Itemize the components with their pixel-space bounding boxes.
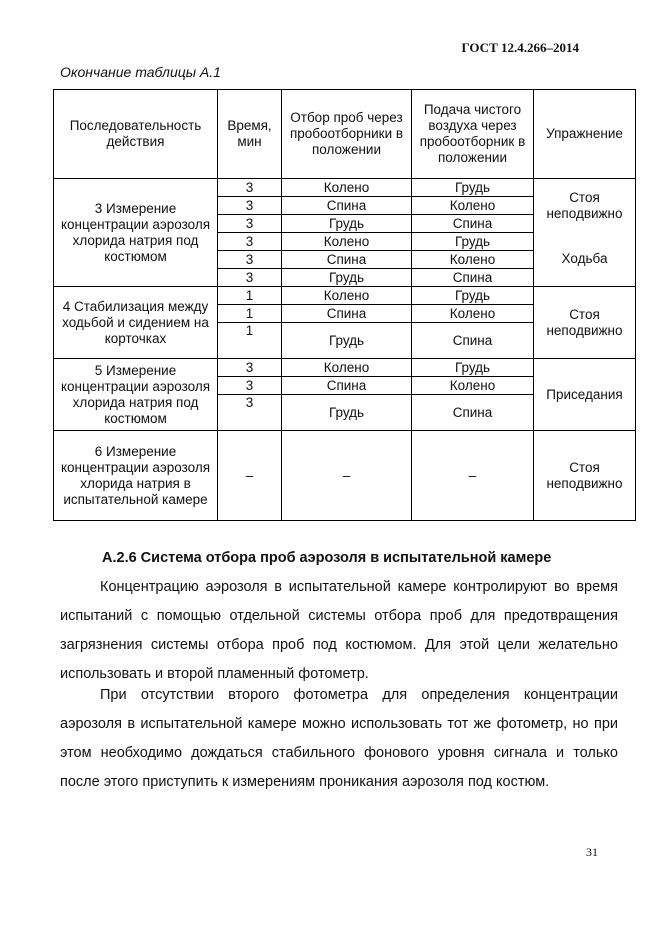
sampling-cell: Грудь bbox=[282, 269, 412, 287]
time-cell: 3 bbox=[218, 395, 282, 431]
time-cell: 1 bbox=[218, 305, 282, 323]
table-header-row bbox=[54, 90, 636, 179]
paragraph-2: При отсутствии второго фотометра для определения концентрации аэрозоля в испытательной камере можно использовать тот же фотометр, но при этом необходимо дождаться стабильного фонового уровня сигнала и только после этого приступить к измерениям проникания аэрозоля под костюм. bbox=[60, 687, 618, 790]
time-cell: 3 bbox=[218, 179, 282, 197]
air-supply-cell: Грудь bbox=[412, 359, 534, 377]
sampling-cell: Спина bbox=[282, 197, 412, 215]
sampling-cell: Грудь bbox=[282, 395, 412, 431]
exercise-cell: Приседания bbox=[534, 359, 636, 431]
time-cell: 3 bbox=[218, 251, 282, 269]
exercise-cell: Стоя неподвижно bbox=[534, 431, 636, 521]
sampling-cell: Грудь bbox=[282, 215, 412, 233]
exercise-cell: Стоя неподвижно bbox=[534, 287, 636, 359]
air-supply-cell: Колено bbox=[412, 377, 534, 395]
sampling-cell: Спина bbox=[282, 305, 412, 323]
exercise-cell: Стоя неподвижно bbox=[534, 179, 636, 233]
air-supply-cell: Спина bbox=[412, 395, 534, 431]
time-cell: 3 bbox=[218, 215, 282, 233]
column-header: Подача чистого воздуха через пробоотборник в положении bbox=[412, 90, 534, 179]
air-supply-cell: Спина bbox=[412, 323, 534, 359]
air-supply-cell: Спина bbox=[412, 269, 534, 287]
sampling-cell: Колено bbox=[282, 179, 412, 197]
time-cell: 3 bbox=[218, 233, 282, 251]
sampling-cell: Спина bbox=[282, 251, 412, 269]
column-header: Время, мин bbox=[218, 90, 282, 179]
time-cell: 1 bbox=[218, 323, 282, 359]
action-cell: 6 Измерение концентрации аэрозоля хлорида натрия в испытательной камере bbox=[54, 431, 218, 521]
action-cell: 5 Измерение концентрации аэрозоля хлорида натрия под костюмом bbox=[54, 359, 218, 431]
air-supply-cell: Колено bbox=[412, 197, 534, 215]
sampling-cell: Колено bbox=[282, 287, 412, 305]
column-header: Последовательность действия bbox=[54, 90, 218, 179]
air-supply-cell: Грудь bbox=[412, 179, 534, 197]
page-number: 31 bbox=[586, 845, 598, 859]
air-supply-cell: Колено bbox=[412, 251, 534, 269]
time-cell: 3 bbox=[218, 197, 282, 215]
air-supply-cell: Спина bbox=[412, 215, 534, 233]
table-row bbox=[54, 179, 636, 197]
action-cell: 4 Стабилизация между ходьбой и сидением на корточках bbox=[54, 287, 218, 359]
exercise-cell: Ходьба bbox=[534, 233, 636, 287]
time-cell: – bbox=[218, 431, 282, 521]
table-caption: Окончание таблицы А.1 bbox=[60, 64, 221, 80]
time-cell: 1 bbox=[218, 287, 282, 305]
sampling-cell: Колено bbox=[282, 359, 412, 377]
time-cell: 3 bbox=[218, 269, 282, 287]
column-header: Отбор проб через пробоотборники в положении bbox=[282, 90, 412, 179]
action-cell: 3 Измерение концентрации аэрозоля хлорида натрия под костюмом bbox=[54, 179, 218, 287]
section-heading: А.2.6 Система отбора проб аэрозоля в испытательной камере bbox=[102, 550, 552, 566]
air-supply-cell: Грудь bbox=[412, 287, 534, 305]
table-row bbox=[54, 431, 636, 521]
table-row bbox=[54, 287, 636, 305]
air-supply-cell: – bbox=[412, 431, 534, 521]
sampling-cell: – bbox=[282, 431, 412, 521]
standard-designation: ГОСТ 12.4.266–2014 bbox=[461, 40, 579, 55]
sampling-cell: Грудь bbox=[282, 323, 412, 359]
sampling-cell: Колено bbox=[282, 233, 412, 251]
sampling-cell: Спина bbox=[282, 377, 412, 395]
paragraph-1: Концентрацию аэрозоля в испытательной камере контролируют во время испытаний с помощью отдельной системы отбора проб для предотвращения загрязнения системы отбора проб под костюмом. Для этой цели желательно использовать и второй пламенный фотометр. bbox=[60, 579, 618, 682]
air-supply-cell: Грудь bbox=[412, 233, 534, 251]
time-cell: 3 bbox=[218, 359, 282, 377]
column-header: Упражнение bbox=[534, 90, 636, 179]
air-supply-cell: Колено bbox=[412, 305, 534, 323]
table-row bbox=[54, 359, 636, 377]
data-table bbox=[53, 89, 636, 521]
time-cell: 3 bbox=[218, 377, 282, 395]
